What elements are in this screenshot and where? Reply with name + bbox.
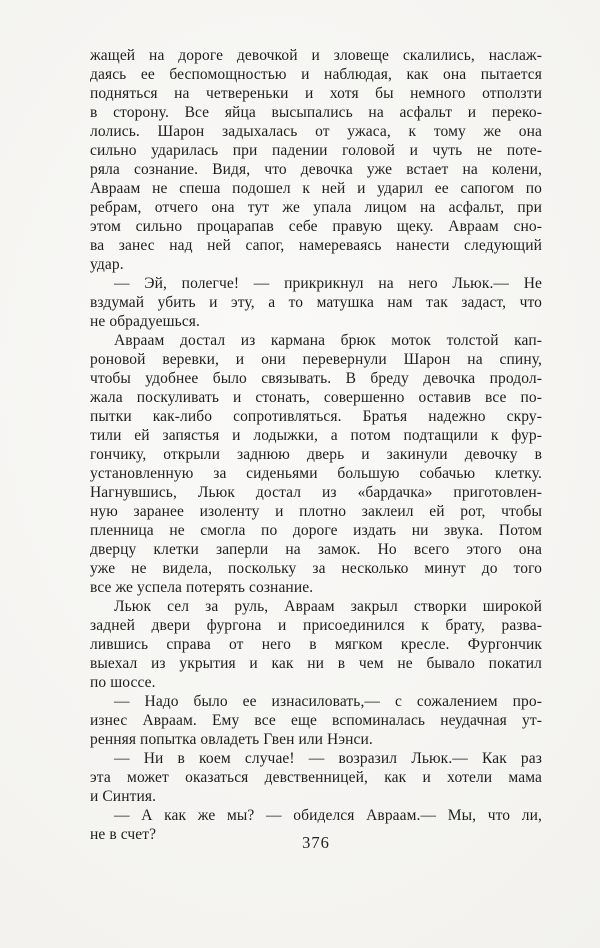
text-line: Нагнувшись, Льюк достал из «бардачка» приготовлен-: [90, 484, 542, 501]
text-line: ва занес над ней сапог, намереваясь нанести следующий: [90, 237, 542, 254]
text-line: ную заранее изоленту и плотно заклеил ей рот, чтобы: [90, 503, 542, 520]
page-text-block: [90, 46, 542, 844]
text-line: дверцу клетки заперли на замок. Но всего этого она: [90, 541, 542, 558]
text-line: не обрадуешься.: [90, 313, 201, 330]
text-line: — Ни в коем случае! — возразил Льюк.— Как раз: [114, 750, 542, 767]
text-line: ребрам, отчего она тут же упала лицом на асфальт, при: [90, 199, 542, 216]
text-line: подняться на четвереньки и хотя бы немного отползти: [90, 85, 542, 102]
paragraph: [90, 274, 542, 331]
text-line: тили ей запястья и лодыжки, а потом подтащили к фур-: [90, 427, 542, 444]
text-line: — А как же мы? — обиделся Авраам.— Мы, что ли,: [114, 807, 542, 824]
text-line: этом сильно процарапав себе правую щеку. Авраам сно-: [90, 218, 542, 235]
text-line: жала поскуливать и стонать, совершенно оставив все по-: [90, 389, 542, 406]
text-line: задней двери фургона и присоединился к брату, разва-: [90, 617, 542, 634]
text-line: Авраам не спеша подошел к ней и ударил ее сапогом по: [90, 180, 542, 197]
text-line: Авраам достал из кармана брюк моток толстой кап-: [114, 332, 542, 349]
text-line: установленную за сиденьями большую собачью клетку.: [90, 465, 542, 482]
text-line: удар.: [90, 256, 124, 273]
text-line: пытки как-либо сопротивляться. Братья надежно скру-: [90, 408, 542, 425]
text-line: и Синтия.: [90, 788, 157, 805]
text-line: выехал из укрытия и как ни в чем не бывало покатил: [90, 655, 542, 672]
text-line: роновой веревки, и они перевернули Шарон на спину,: [90, 351, 542, 368]
paragraph: [90, 692, 542, 749]
text-line: лолись. Шарон задыхалась от ужаса, к тому же она: [90, 123, 542, 140]
text-line: пленница не смогла по дороге издать ни звука. Потом: [90, 522, 542, 539]
text-line: все же успела потерять сознание.: [90, 579, 314, 596]
text-line: жащей на дороге девочкой и зловеще скалились, наслаж-: [90, 47, 542, 64]
paragraph: [90, 331, 542, 597]
text-line: вздумай убить и эту, а то матушка нам так задаст, что: [90, 294, 542, 311]
text-line: даясь ее беспомощностью и наблюдая, как она пытается: [90, 66, 542, 83]
text-line: гончику, открыли заднюю дверь и закинули девочку в: [90, 446, 542, 463]
text-line: чтобы удобнее было связывать. В бреду девочка продол-: [90, 370, 542, 387]
text-line: эта может оказаться девственницей, как и хотели мама: [90, 769, 542, 786]
paragraph: [90, 749, 542, 806]
text-line: ряла сознание. Видя, что девочка уже встает на колени,: [90, 161, 542, 178]
text-line: не в счет?: [90, 826, 157, 843]
text-line: сильно ударилась при падении головой и чуть не поте-: [90, 142, 542, 159]
text-line: ренняя попытка овладеть Гвен или Нэнси.: [90, 731, 373, 748]
text-line: изнес Авраам. Ему все еще вспоминалась неудачная ут-: [90, 712, 542, 729]
text-line: в сторону. Все яйца высыпались на асфальт и переко-: [90, 104, 542, 121]
text-line: — Эй, полегче! — прикрикнул на него Льюк.— Не: [114, 275, 542, 292]
paragraph: [90, 46, 542, 274]
text-line: лившись справа от него в мягком кресле. Фургончик: [90, 636, 542, 653]
paragraph: [90, 597, 542, 692]
text-line: по шоссе.: [90, 674, 156, 691]
text-line: Льюк сел за руль, Авраам закрыл створки широкой: [114, 598, 542, 615]
text-line: — Надо было ее изнасиловать,— с сожалением про-: [114, 693, 542, 710]
page-number: 376: [302, 833, 330, 852]
text-line: уже не видела, поскольку за несколько минут до того: [90, 560, 542, 577]
